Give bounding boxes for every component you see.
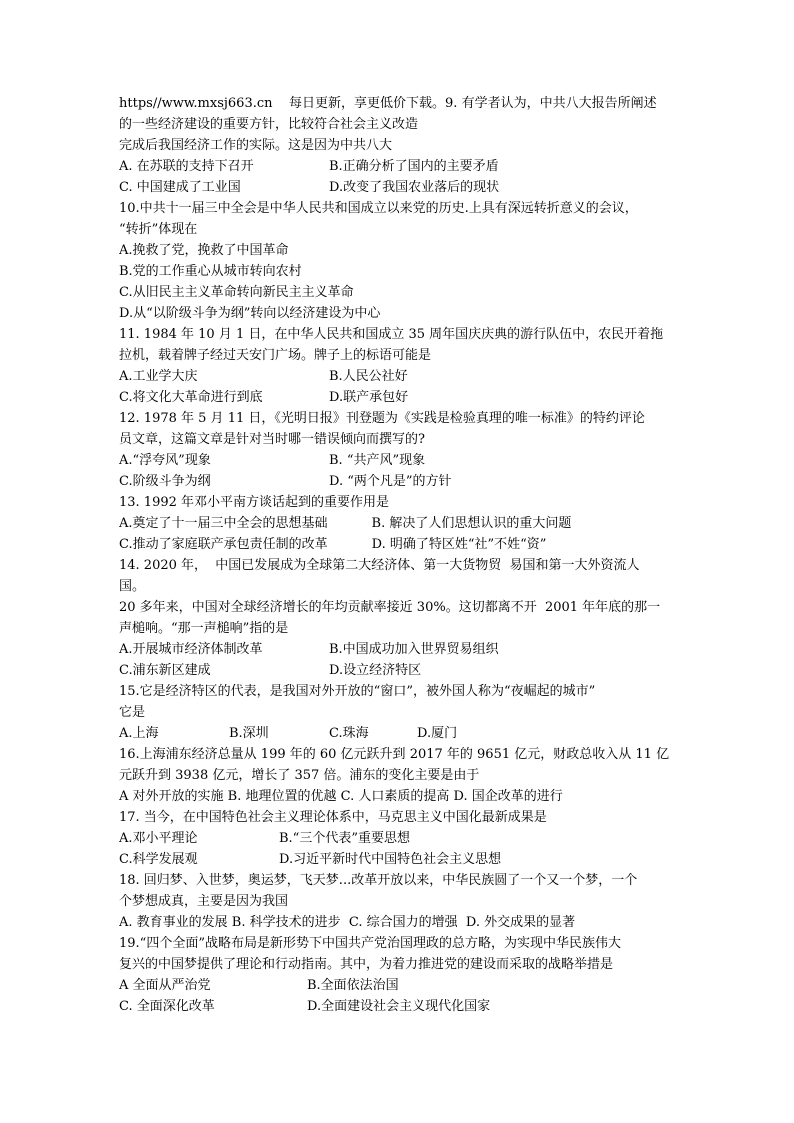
q11-options-ab: [119, 366, 679, 387]
q15-option-a: A.上海: [119, 726, 159, 741]
q15-option-c: C.珠海: [329, 726, 369, 741]
q13-options-cd: [119, 534, 679, 555]
q9-options-cd: [119, 177, 679, 198]
q14-option-a: A.开展城市经济体制改革: [119, 642, 263, 657]
q17-option-c: C.科学发展观: [119, 852, 198, 867]
q14-stem-1: 14. 2020 年， 中国已发展成为全球第二大经济体、第一大货物贸 易国和第一大外资流人: [119, 558, 640, 573]
q14-stem-4: 声槌响。“那一声槌响”指的是: [119, 621, 289, 636]
q10-option-a: A.挽救了党，挽救了中国革命: [119, 243, 289, 258]
q17-option-d: D.习近平新时代中国特色社会主义思想: [279, 852, 502, 867]
q15-stem-1: 15.它是经济特区的代表，是我国对外开放的“窗口”，被外国人称为“夜崛起的城市”: [119, 684, 596, 699]
q9-option-c: C. 中国建成了工业国: [119, 180, 241, 195]
q19-options-ab: [119, 975, 679, 996]
q12-option-b: B. “共产风”现象: [329, 453, 426, 468]
q10-option-d: D.从“以阶级斗争为纲”转向以经济建设为中心: [119, 306, 381, 321]
q10-option-b: B.党的工作重心从城市转向农村: [119, 264, 302, 279]
q10-option-c: C.从旧民主主义革命转向新民主主义革命: [119, 285, 354, 300]
q13-stem-1: 13. 1992 年邓小平南方谈话起到的重要作用是: [119, 495, 390, 510]
q18-stem-1: 18. 回归梦、入世梦，奥运梦，飞天梦...改革开放以来，中华民族圆了一个又一个梦，一个: [119, 873, 638, 888]
q13-option-b: B. 解决了人们思想认识的重大问题: [371, 516, 572, 531]
q17-option-a: A.邓小平理论: [119, 831, 198, 846]
q12-option-d: D. “两个凡是”的方针: [329, 474, 452, 489]
q19-option-c: C. 全面深化改革: [119, 999, 215, 1014]
q12-stem-1: 12. 1978 年 5 月 11 日，《光明日报》刊登题为《实践是检验真理的唯一标准》的特约评论: [119, 411, 645, 426]
q13-option-a: A.奠定了十一届三中全会的思想基础: [119, 516, 328, 531]
q14-option-b: B.中国成功加入世界贸易组织: [329, 642, 499, 657]
q19-stem-2: 复兴的中国梦提供了理论和行动指南。其中，为着力推进党的建设而采取的战略举措是: [119, 957, 614, 972]
q19-options-cd: [119, 996, 679, 1017]
q9-option-d: D.改变了我国农业落后的现状: [329, 180, 500, 195]
q19-option-a: A 全面从严治党: [119, 978, 211, 993]
q9-stem-2: 的一些经济建设的重要方针，比较符合社会主义改造: [119, 117, 419, 132]
q17-options-cd: [119, 849, 679, 870]
q17-option-b: B.“三个代表”重要思想: [279, 831, 410, 846]
q14-stem-3: 20 多年来，中国对全球经济增长的年均贡献率接近 30%。这切都离不开 2001 年年底的那一: [119, 600, 661, 615]
q15-options: [119, 723, 679, 744]
q19-option-d: D.全面建设社会主义现代化国家: [307, 999, 491, 1014]
q17-options-ab: [119, 828, 679, 849]
q12-option-c: C.阶级斗争为纲: [119, 474, 211, 489]
exam-page: [119, 93, 679, 1017]
q11-option-c: C.将文化大革命进行到底: [119, 390, 263, 405]
q15-option-d: D.厦门: [417, 726, 458, 741]
q9-options-ab: [119, 156, 679, 177]
q12-option-a: A.“浮夸风”现象: [119, 453, 211, 468]
q15-stem-2: 它是: [119, 705, 146, 720]
q14-options-cd: [119, 660, 679, 681]
q16-stem-2: 元跃升到 3938 亿元，增长了 357 倍。浦东的变化主要是由于: [119, 768, 480, 783]
q19-option-b: B.全面依法治国: [307, 978, 399, 993]
q9-option-a: A. 在苏联的支持下召开: [119, 159, 254, 174]
q19-stem-1: 19.“四个全面”战略布局是新形势下中国共产党治国理政的总方略，为实现中华民族伟大: [119, 936, 621, 951]
q9-stem-3: 完成后我国经济工作的实际。这是因为中共八大: [119, 138, 393, 153]
q14-option-d: D.设立经济特区: [329, 663, 422, 678]
q14-option-c: C.浦东新区建成: [119, 663, 211, 678]
q11-option-a: A.工业学大庆: [119, 369, 198, 384]
q18-stem-2: 个梦想成真，主要是因为我国: [119, 894, 289, 909]
q16-options: A 对外开放的实施 B. 地理位置的优越 C. 人口素质的提高 D. 国企改革的进行: [119, 789, 563, 804]
q13-option-c: C.推动了家庭联产承包责任制的改革: [119, 537, 328, 552]
q11-option-b: B.人民公社好: [329, 369, 408, 384]
q11-stem-1: 11. 1984 年 10 月 1 日，在中华人民共和国成立 35 周年国庆庆典的游行队伍中，农民开着拖: [119, 327, 664, 342]
q10-stem-2: “转折”体现在: [119, 222, 198, 237]
q12-stem-2: 员文章，这篇文章是针对当时哪一错误倾向而撰写的?: [119, 432, 425, 447]
header-line: https//www.mxsj663.cn 每日更新，享更低价下载。9. 有学者认为，中共八大报告所阐述: [119, 96, 657, 111]
q11-option-d: D.联产承包好: [329, 390, 409, 405]
q12-options-cd: [119, 471, 679, 492]
q15-option-b: B.深圳: [229, 726, 269, 741]
q14-stem-2: 国。: [119, 579, 146, 594]
q11-options-cd: [119, 387, 679, 408]
q12-options-ab: [119, 450, 679, 471]
q13-options-ab: [119, 513, 679, 534]
q18-options: A. 教育事业的发展 B. 科学技术的进步 C. 综合国力的增强 D. 外交成果的显著: [119, 915, 576, 930]
q14-options-ab: [119, 639, 679, 660]
q11-stem-2: 拉机，载着牌子经过天安门广场。牌子上的标语可能是: [119, 348, 432, 363]
q9-option-b: B.正确分析了国内的主要矛盾: [329, 159, 499, 174]
q13-option-d: D. 明确了特区姓“社”不姓“资”: [371, 537, 547, 552]
q17-stem-1: 17. 当今，在中国特色社会主义理论体系中，马克思主义中国化最新成果是: [119, 810, 547, 825]
q10-stem-1: 10.中共十一届三中全会是中华人民共和国成立以来党的历史.上具有深远转折意义的会议，: [119, 201, 638, 216]
q16-stem-1: 16.上海浦东经济总量从 199 年的 60 亿元跃升到 2017 年的 9651 亿元，财政总收入从 11 亿: [119, 747, 670, 762]
